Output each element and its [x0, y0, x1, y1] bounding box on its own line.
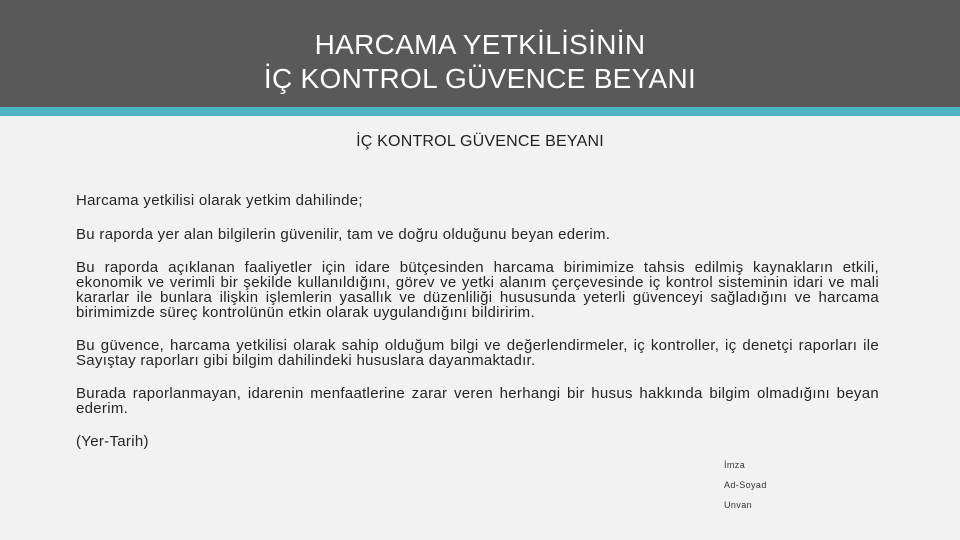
paragraph-resources: Bu raporda açıklanan faaliyetler için idare bütçesinden harcama birimimize tahsis edilmiş kaynakların etkili, ekonomik ve verimli bir şekilde kullanıldığını, görev ve yetki alanım çerçevesinde iç kontrol sisteminin idari ve mali kararlar ile bunlara ilişkin işlemlerin yasallık ve düzenliliği hususunda yeterli güvenceyi sağladığını ve harcama birimimizde süreç kontrolünün etkin olarak uygulandığını bildiririm.	[76, 259, 879, 321]
signature-label: İmza	[724, 460, 746, 470]
header-title-line2: İÇ KONTROL GÜVENCE BEYANI	[263, 63, 697, 94]
accent-bar	[0, 107, 960, 116]
document-subtitle: İÇ KONTROL GÜVENCE BEYANI	[356, 133, 604, 150]
slide-header	[0, 0, 960, 107]
header-title-line1: HARCAMA YETKİLİSİNİN	[314, 29, 646, 60]
paragraph-intro: Harcama yetkilisi olarak yetkim dahilinde;	[76, 192, 363, 209]
name-surname-label: Ad-Soyad	[724, 480, 767, 490]
paragraph-no-harm: Burada raporlanmayan, idarenin menfaatlerine zarar veren herhangi bir husus hakkında bilgim olmadığını beyan ederim.	[76, 385, 879, 417]
paragraph-assurance-basis: Bu güvence, harcama yetkilisi olarak sahip olduğum bilgi ve değerlendirmeler, iç kontroller, iç denetçi raporları ile Sayıştay raporları gibi bilgim dahilindeki hususlara dayanmaktadır.	[76, 337, 879, 369]
place-date: (Yer-Tarih)	[76, 433, 149, 450]
paragraph-reliability: Bu raporda yer alan bilgilerin güvenilir, tam ve doğru olduğunu beyan ederim.	[76, 226, 611, 243]
title-label: Unvan	[724, 500, 753, 510]
